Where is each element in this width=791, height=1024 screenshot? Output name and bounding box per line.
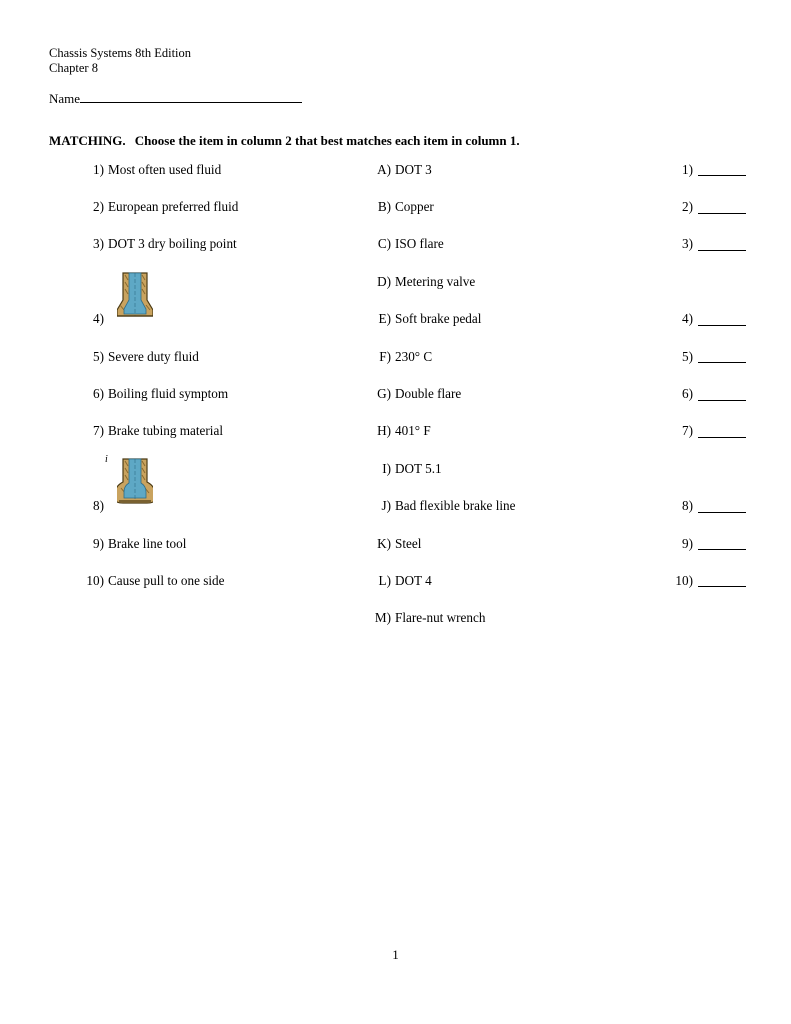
instruction-label: MATCHING. [49, 133, 126, 148]
item-text: Severe duty fluid [108, 348, 199, 364]
option-letter: D) [377, 273, 391, 289]
option-letter: J) [381, 498, 391, 514]
matching-instructions [49, 133, 520, 149]
name-line [49, 89, 302, 107]
col2-option [369, 600, 659, 637]
item-text: European preferred fluid [108, 199, 239, 215]
item-number: 8) [93, 498, 104, 514]
col2-option [369, 450, 659, 487]
answer-slot [648, 375, 768, 412]
matching-row [0, 151, 791, 188]
matching-row [0, 600, 791, 637]
option-text: DOT 3 [395, 161, 432, 177]
page-number: 1 [392, 947, 399, 962]
name-blank [80, 89, 302, 103]
option-letter: H) [377, 423, 391, 439]
document-header [49, 46, 191, 76]
matching-grid [0, 151, 791, 637]
option-letter: G) [377, 386, 391, 402]
answer-slot [648, 301, 768, 338]
answer-number: 10) [675, 572, 693, 588]
option-text: DOT 4 [395, 572, 432, 588]
option-letter: F) [379, 348, 391, 364]
col2-option [369, 151, 659, 188]
answer-number: 5) [682, 348, 693, 364]
option-text: Flare-nut wrench [395, 610, 486, 626]
answer-number: 2) [682, 199, 693, 215]
matching-row [0, 413, 791, 450]
double-flare-fitting-image [117, 272, 153, 318]
answer-blank [698, 238, 746, 251]
matching-row [0, 450, 791, 487]
item-text: Cause pull to one side [108, 572, 225, 588]
option-text: ISO flare [395, 236, 444, 252]
col2-option [369, 263, 659, 300]
col1-item [78, 413, 348, 450]
matching-row [0, 562, 791, 599]
answer-number: 8) [682, 498, 693, 514]
col1-item [78, 338, 348, 375]
item-number: 4) [93, 311, 104, 327]
option-letter: B) [377, 199, 391, 215]
col1-item [78, 525, 348, 562]
matching-row [0, 226, 791, 263]
answer-slot [648, 488, 768, 525]
answer-blank [698, 537, 746, 550]
item-number: 3) [93, 236, 104, 252]
answer-slot [648, 525, 768, 562]
matching-row [0, 263, 791, 300]
option-letter: A) [377, 161, 391, 177]
answer-slot [648, 188, 768, 225]
name-label: Name [49, 91, 81, 106]
item-text: Boiling fluid symptom [108, 386, 229, 402]
option-text: Soft brake pedal [395, 311, 482, 327]
item-text: Most often used fluid [108, 161, 222, 177]
option-text: Steel [395, 535, 422, 551]
answer-blank [698, 201, 746, 214]
option-text: 230° C [395, 348, 433, 364]
item-text: DOT 3 dry boiling point [108, 236, 237, 252]
chapter-title: Chapter 8 [49, 61, 98, 75]
matching-row [0, 338, 791, 375]
answer-number: 7) [682, 423, 693, 439]
col2-option [369, 226, 659, 263]
iso-flare-fitting-image [117, 458, 153, 504]
item-number: 7) [93, 423, 104, 439]
option-letter: L) [378, 572, 391, 588]
option-text: Copper [395, 199, 434, 215]
col1-item [78, 375, 348, 412]
answer-blank [698, 388, 746, 401]
answer-slot [648, 226, 768, 263]
answer-blank [698, 574, 746, 587]
item-text: Brake tubing material [108, 423, 223, 439]
option-letter: C) [377, 236, 391, 252]
col2-option [369, 338, 659, 375]
answer-slot [648, 338, 768, 375]
item-number: 2) [93, 199, 104, 215]
answer-number: 4) [682, 311, 693, 327]
answer-blank [698, 163, 746, 176]
option-text: Metering valve [395, 273, 476, 289]
matching-row [0, 525, 791, 562]
col2-option [369, 562, 659, 599]
col2-option [369, 488, 659, 525]
option-text: Bad flexible brake line [395, 498, 516, 514]
answer-number: 3) [682, 236, 693, 252]
item-number: 5) [93, 348, 104, 364]
item-number: 10) [86, 572, 104, 588]
item-text: Brake line tool [108, 535, 187, 551]
option-letter: I) [382, 460, 391, 476]
answer-blank [698, 313, 746, 326]
option-letter: K) [377, 535, 391, 551]
option-text: DOT 5.1 [395, 460, 442, 476]
col2-option [369, 188, 659, 225]
answer-number: 9) [682, 535, 693, 551]
col1-item [78, 562, 348, 599]
col2-option [369, 375, 659, 412]
item-number: 6) [93, 386, 104, 402]
item-number: 9) [93, 535, 104, 551]
answer-number: 1) [682, 161, 693, 177]
matching-row [0, 188, 791, 225]
col1-item [78, 226, 348, 263]
instruction-text: Choose the item in column 2 that best matches each item in column 1. [134, 133, 520, 148]
option-letter: E) [378, 311, 391, 327]
answer-number: 6) [682, 386, 693, 402]
option-letter: M) [374, 610, 391, 626]
col1-item [78, 188, 348, 225]
col2-option [369, 413, 659, 450]
answer-slot [648, 413, 768, 450]
answer-slot [648, 562, 768, 599]
option-text: 401° F [395, 423, 431, 439]
stray-mark-text: i [105, 454, 108, 466]
answer-blank [698, 425, 746, 438]
col1-item [78, 151, 348, 188]
option-text: Double flare [395, 386, 462, 402]
answer-blank [698, 350, 746, 363]
col2-option [369, 301, 659, 338]
answer-blank [698, 500, 746, 513]
col2-option [369, 525, 659, 562]
matching-row [0, 375, 791, 412]
item-number: 1) [93, 161, 104, 177]
book-title: Chassis Systems 8th Edition [49, 46, 192, 60]
answer-slot [648, 151, 768, 188]
